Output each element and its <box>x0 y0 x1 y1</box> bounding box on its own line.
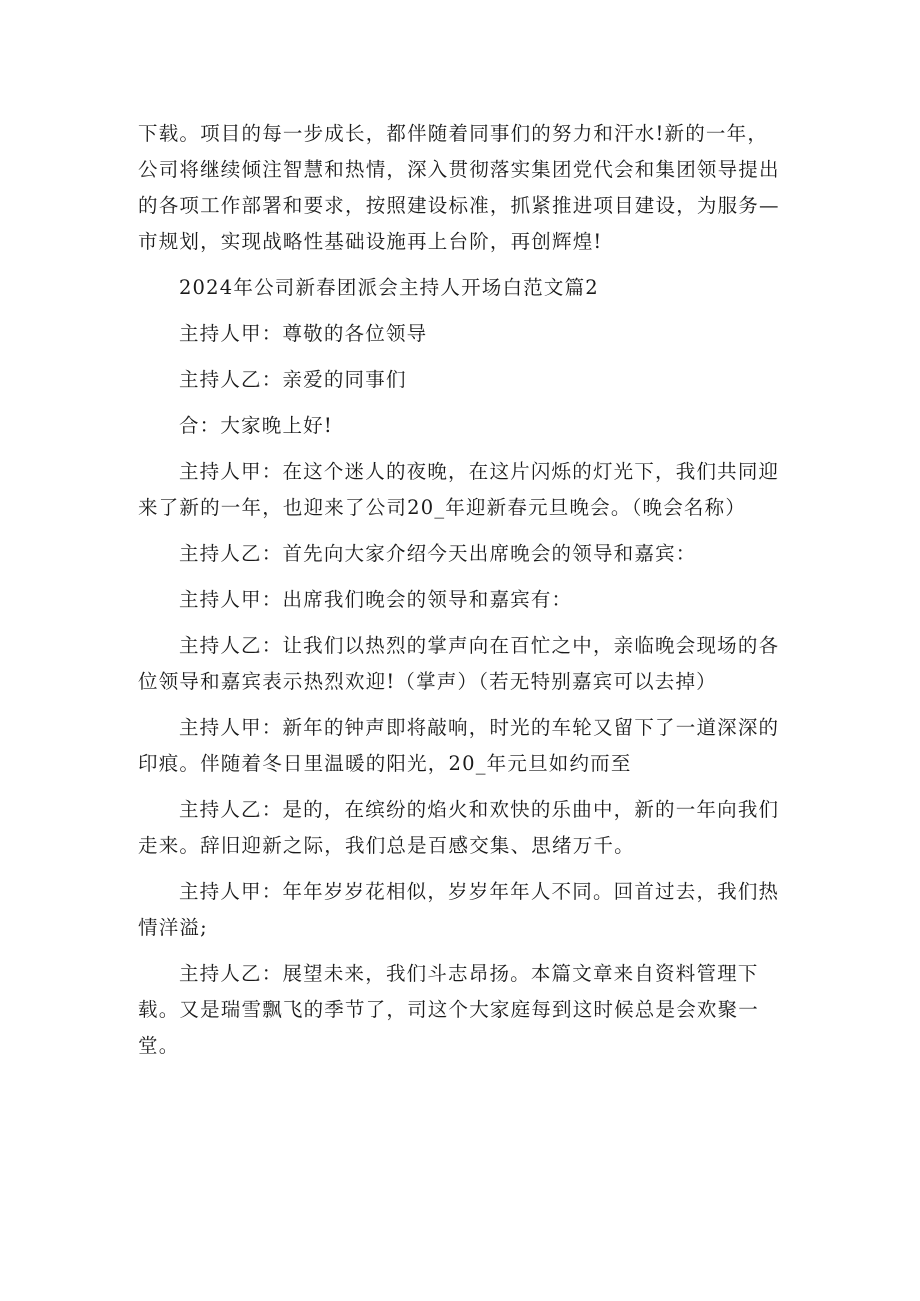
paragraph-host-a-1: 主持人甲：在这个迷人的夜晚，在这片闪烁的灯光下，我们共同迎来了新的一年，也迎来了公司20_年迎新春元旦晚会。（晚会名称） <box>138 460 780 519</box>
paragraph-host-a-3: 主持人甲：新年的钟声即将敲响，时光的车轮又留下了一道深深的印痕。伴随着冬日里温暖的阳光，20_年元旦如约而至 <box>138 716 780 775</box>
paragraph-host-a-4: 主持人甲：年年岁岁花相似，岁岁年年人不同。回首过去，我们热情洋溢; <box>138 880 780 939</box>
paragraph-host-b-3: 主持人乙：是的，在缤纷的焰火和欢快的乐曲中，新的一年向我们走来。辞旧迎新之际，我们总是百感交集、思绪万千。 <box>138 798 780 857</box>
paragraph-host-b-greeting: 主持人乙：亲爱的同事们 <box>178 368 407 391</box>
paragraph-host-a-2: 主持人甲：出席我们晚会的领导和嘉宾有： <box>178 588 573 611</box>
paragraph-host-b-4: 主持人乙：展望未来，我们斗志昂扬。本篇文章来自资料管理下载。又是瑞雪飘飞的季节了，司这个大家庭每到这时候总是会欢聚一堂。 <box>138 962 760 1057</box>
paragraph-host-b-1: 主持人乙：首先向大家介绍今天出席晚会的领导和嘉宾： <box>178 542 697 565</box>
paragraph-continuation: 下载。项目的每一步成长，都伴随着同事们的努力和汗水!新的一年，公司将继续倾注智慧和热情，深入贯彻落实集团党代会和集团领导提出的各项工作部署和要求，按照建设标准，抓紧推进项目建设，为服务—市规划，实现战略性基础设施再上台阶，再创辉煌! <box>138 122 780 253</box>
document-body <box>138 116 788 1064</box>
paragraph-host-a-greeting: 主持人甲：尊敬的各位领导 <box>178 322 428 345</box>
section-heading: 2024年公司新春团派会主持人开场白范文篇2 <box>178 276 599 299</box>
paragraph-host-b-2: 主持人乙：让我们以热烈的掌声向在百忙之中，亲临晚会现场的各位领导和嘉宾表示热烈欢迎!（掌声）（若无特别嘉宾可以去掉） <box>138 634 780 693</box>
paragraph-together: 合：大家晚上好! <box>178 414 333 437</box>
